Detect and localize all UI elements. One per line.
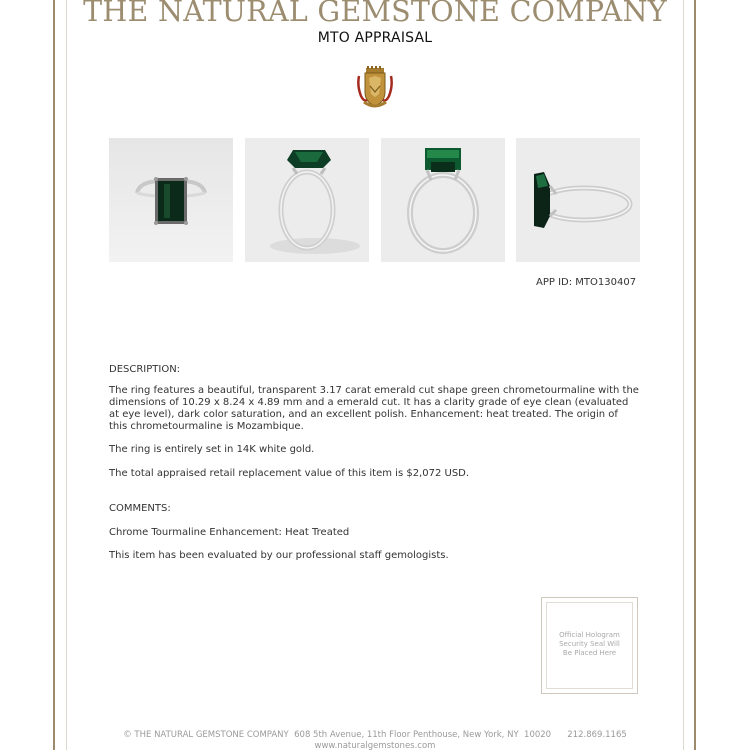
metal-paragraph: The ring is entirely set in 14K white gold. (109, 444, 315, 455)
footer-website-link[interactable]: www.naturalgemstones.com (314, 741, 436, 751)
page-border-right (694, 0, 696, 750)
comment-enhancement: Chrome Tourmaline Enhancement: Heat Treated (109, 527, 350, 538)
page-border-inner-right (683, 0, 684, 750)
ring-image-angled-view[interactable] (245, 138, 369, 262)
document-title: MTO APPRAISAL (317, 30, 433, 46)
comments-label: COMMENTS: (109, 503, 171, 514)
comment-evaluation: This item has been evaluated by our professional staff gemologists. (109, 550, 449, 561)
ring-image-side-view[interactable] (516, 138, 640, 262)
ring-image-top-view[interactable] (109, 138, 233, 262)
page-border-left (53, 0, 55, 750)
appraised-value-paragraph: The total appraised retail replacement value of this item is $2,072 USD. (109, 468, 470, 479)
page-border-inner-left (66, 0, 67, 750)
crest-icon (356, 66, 394, 110)
description-paragraph: The ring features a beautiful, transparent 3.17 carat emerald cut shape green chrometourmaline with the dimensions of 10.29 x 8.24 x 4.89 mm and a emerald cut. It has a clarity grade of eye clean (evaluated at eye level), dark color saturation, and an excellent polish. Enhancement: heat treated. The origin of this chrometourmaline is Mozambique. (109, 385, 639, 432)
description-label: DESCRIPTION: (109, 364, 181, 375)
footer-address: © THE NATURAL GEMSTONE COMPANY 608 5th Avenue, 11th Floor Penthouse, New York, NY 10020 212.869.1165 (123, 730, 627, 740)
ring-image-front-view[interactable] (381, 138, 505, 262)
appraisal-id: APP ID: MTO130407 (536, 277, 637, 288)
seal-text: Official Hologram Security Seal Will Be Placed Here (559, 631, 620, 657)
hologram-seal-placeholder (541, 597, 638, 694)
company-title: THE NATURAL GEMSTONE COMPANY (83, 0, 667, 28)
